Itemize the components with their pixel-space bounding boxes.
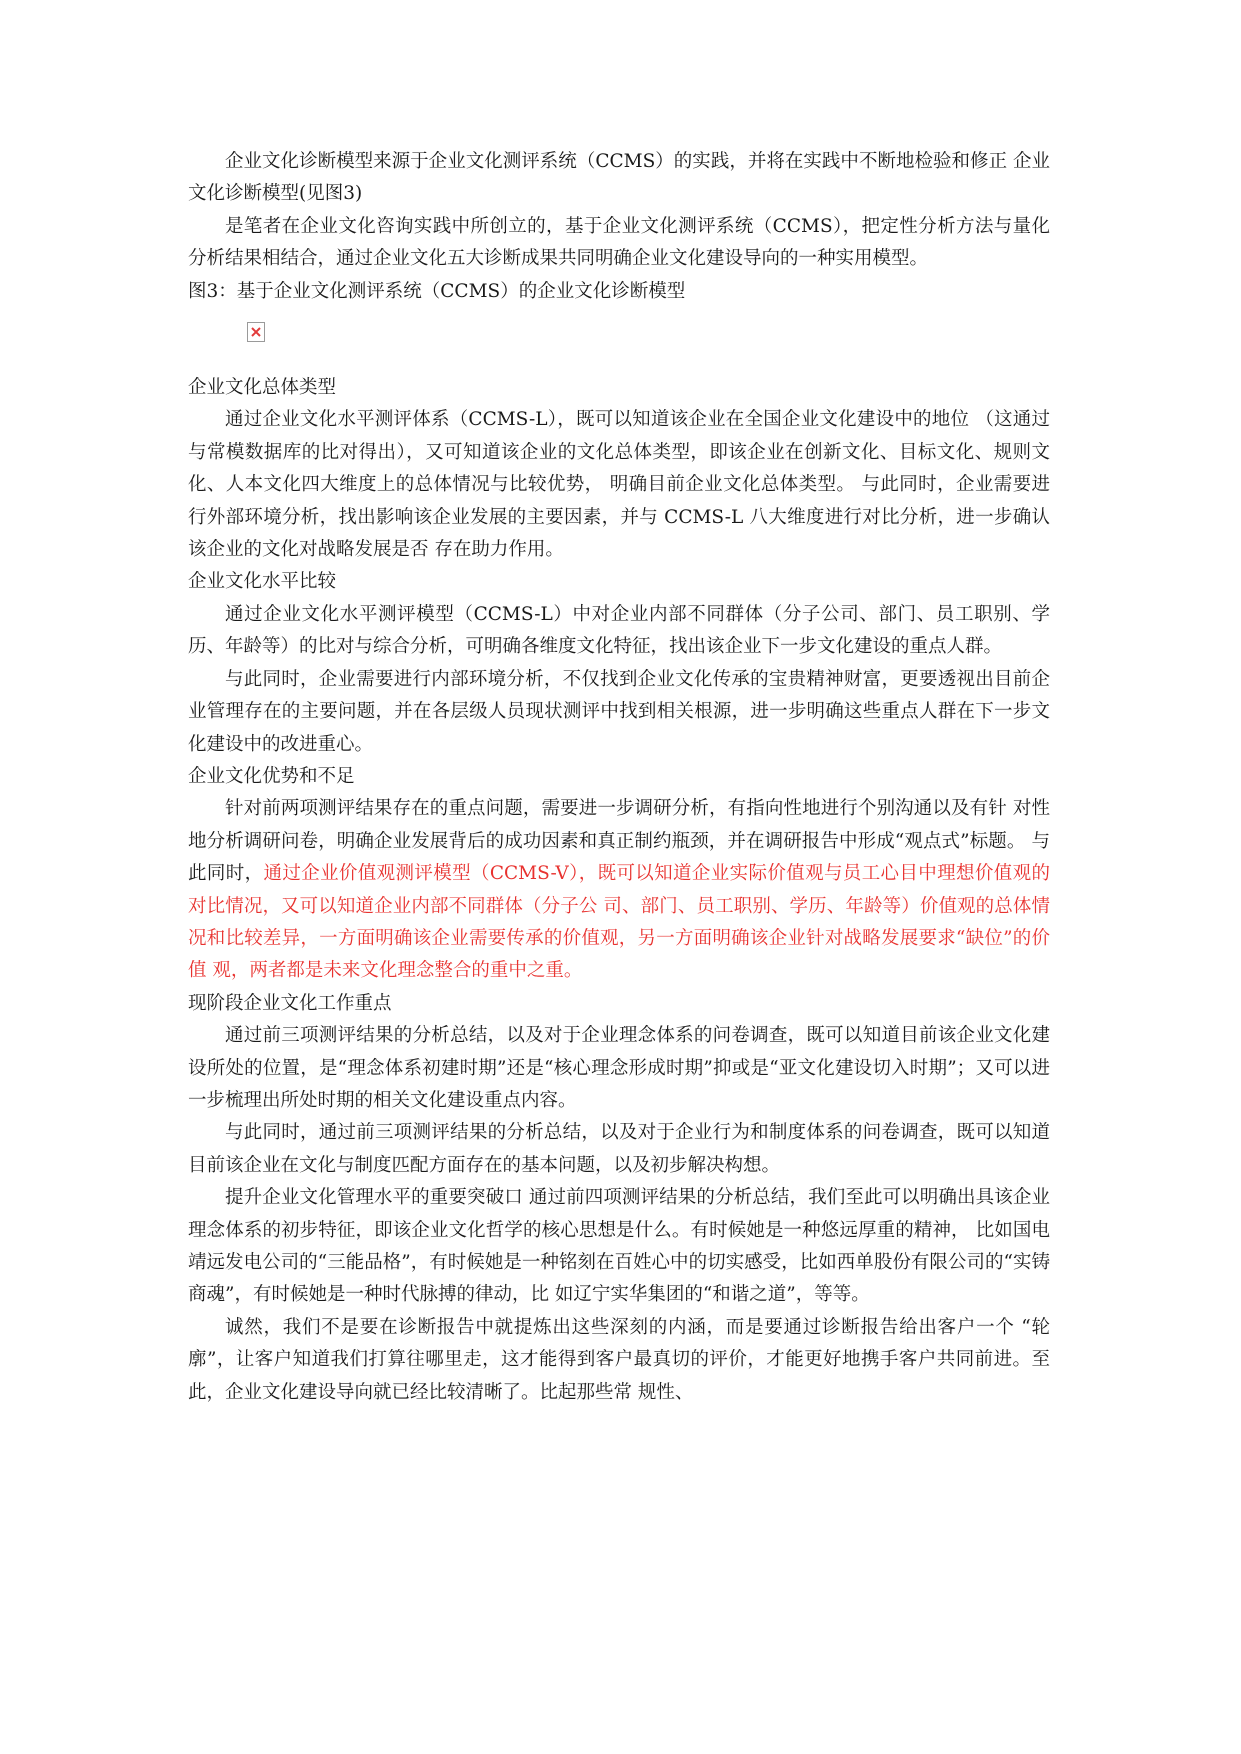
paragraph: 通过企业文化水平测评体系（CCMS-L），既可以知道该企业在全国企业文化建设中的地位 （这通过与常模数据库的比对得出），又可知道该企业的文化总体类型，即该企业在创新文化、目标文化、规则文化、人本文化四大维度上的总体情况与比较优势， 明确目前企业文化总体类型。 与此同时，企业需要进行外部环境分析，找出影响该企业发展的主要因素，并与 CCMS-L 八大维度进行对比分析，进一步确认该企业的文化对战略发展是否 存在助力作用。 <box>188 409 1050 561</box>
paragraph: 企业文化诊断模型来源于企业文化测评系统（CCMS）的实践，并将在实践中不断地检验和修正 企业文化诊断模型(见图3) <box>188 151 1050 205</box>
figure-caption: 图3：基于企业文化测评系统（CCMS）的企业文化诊断模型 <box>188 280 686 302</box>
paragraph <box>188 793 1050 987</box>
highlighted-text: 通过企业价值观测评模型（CCMS-V），既可以知道企业实际价值观与员工心目中理想价值观的对比情况，又可以知道企业内部不同群体（分子公 司、部门、员工职别、学历、年龄等）价值观的总体情况和比较差异，一方面明确该企业需要传承的价值观，另一方面明确该企业针对战略发展要求“缺位”的价值 观，两者都是未来文化理念整合的重中之重。 <box>188 863 1050 982</box>
paragraph: 通过前三项测评结果的分析总结，以及对于企业理念体系的问卷调查，既可以知道目前该企业文化建设所处的位置，是“理念体系初建时期”还是“核心理念形成时期”抑或是“亚文化建设切入时期”；又可以进一步梳理出所处时期的相关文化建设重点内容。 <box>188 1025 1050 1111</box>
section-heading: 企业文化总体类型 <box>188 377 337 399</box>
document-page <box>188 146 1050 1409</box>
paragraph: 与此同时，通过前三项测评结果的分析总结，以及对于企业行为和制度体系的问卷调查，既可以知道目前该企业在文化与制度匹配方面存在的基本问题，以及初步解决构想。 <box>188 1122 1050 1176</box>
section-heading: 现阶段企业文化工作重点 <box>188 992 392 1014</box>
figure-placeholder <box>188 308 1050 372</box>
paragraph: 提升企业文化管理水平的重要突破口 通过前四项测评结果的分析总结，我们至此可以明确出具该企业理念体系的初步特征，即该企业文化哲学的核心思想是什么。有时候她是一种悠远厚重的精神， 比如国电靖远发电公司的“三能品格”，有时候她是一种铭刻在百姓心中的切实感受，比如西单股份有限公司的“实铸商魂”，有时候她是一种时代脉搏的律动，比 如辽宁实华集团的“和谐之道”，等等。 <box>188 1187 1050 1306</box>
paragraph: 是笔者在企业文化咨询实践中所创立的，基于企业文化测评系统（CCMS），把定性分析方法与量化分析结果相结合，通过企业文化五大诊断成果共同明确企业文化建设导向的一种实用模型。 <box>188 215 1050 270</box>
paragraph: 诚然，我们不是要在诊断报告中就提炼出这些深刻的内涵，而是要通过诊断报告给出客户一个 “轮廓”，让客户知道我们打算往哪里走，这才能得到客户最真切的评价，才能更好地携手客户共同前进。至此，企业文化建设导向就已经比较清晰了。比起那些常 规性、 <box>188 1316 1050 1403</box>
paragraph: 通过企业文化水平测评模型（CCMS-L）中对企业内部不同群体（分子公司、部门、员工职别、学历、年龄等）的比对与综合分析，可明确各维度文化特征，找出该企业下一步文化建设的重点人群。 <box>188 603 1050 658</box>
section-heading: 企业文化水平比较 <box>188 571 337 593</box>
broken-image-icon <box>247 322 265 342</box>
section-heading: 企业文化优势和不足 <box>188 765 355 787</box>
paragraph: 与此同时，企业需要进行内部环境分析，不仅找到企业文化传承的宝贵精神财富，更要透视出目前企业管理存在的主要问题，并在各层级人员现状测评中找到相关根源，进一步明确这些重点人群在下一步文化建设中的改进重心。 <box>188 668 1050 755</box>
paragraph-text: 针对前两项测评结果存在的重点问题，需要进一步调研分析，有指向性地进行个别沟通以及有针 对性地分析调研问卷，明确企业发展背后的成功因素和真正制约瓶颈，并在调研报告中形成“观点式”标题。 与此同时， <box>188 798 1050 885</box>
